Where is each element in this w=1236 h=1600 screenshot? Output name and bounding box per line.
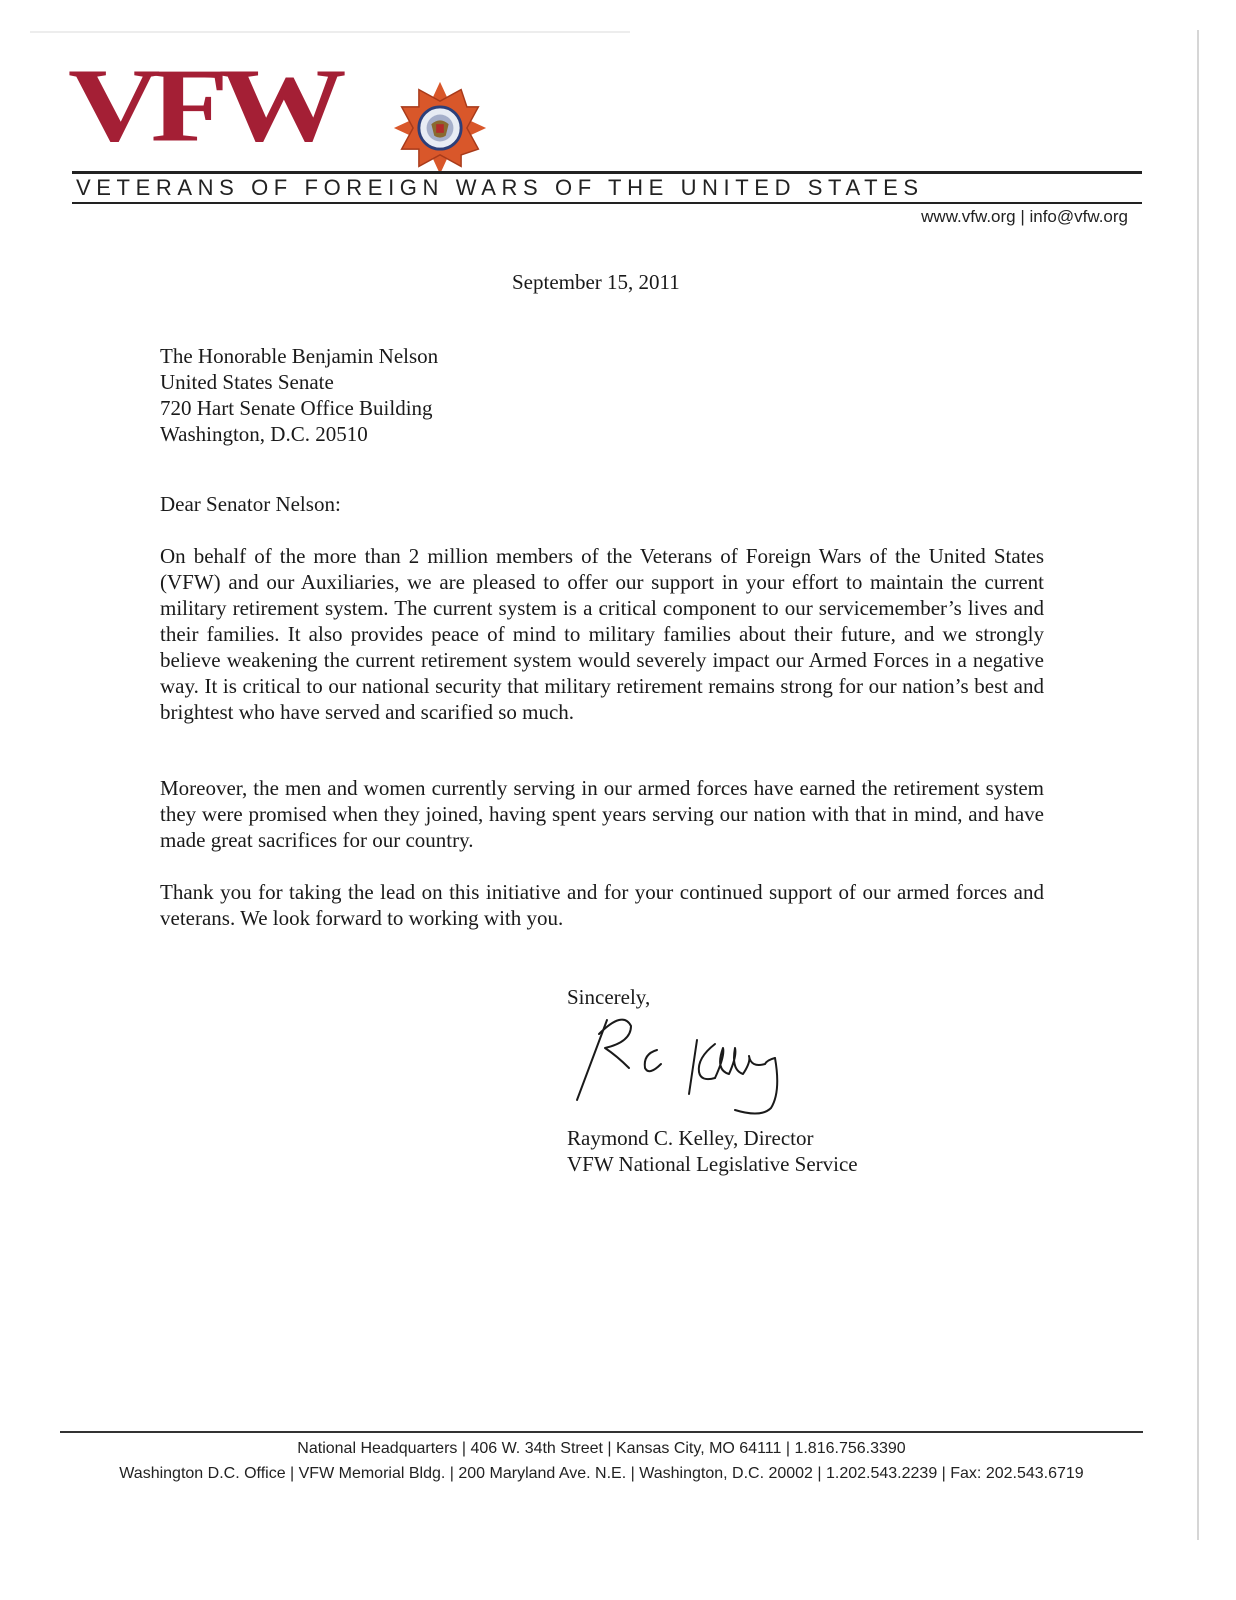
signer-name: Raymond C. Kelley, Director [567, 1126, 814, 1150]
vfw-logo-wordmark: VFW [68, 46, 337, 164]
scan-edge-mark [30, 31, 630, 33]
recipient-building: 720 Hart Senate Office Building [160, 396, 433, 420]
recipient-city: Washington, D.C. 20510 [160, 422, 368, 446]
vfw-cross-emblem-icon [392, 80, 488, 176]
body-paragraph-1: On behalf of the more than 2 million members of the Veterans of Foreign Wars of the United States (VFW) and our Auxiliaries, we are pleased to offer our support in your effort to maintain the current military retirement system. The current system is a critical component to our servicemember’s lives and their families. It also provides peace of mind to military families about their future, and we strongly believe weakening the current retirement system would severely impact our Armed Forces in a negative way. It is critical to our national security that military retirement remains strong for our nation’s best and brightest who have served and scarified so much. [160, 544, 1044, 724]
organization-name: VETERANS OF FOREIGN WARS OF THE UNITED STATES [76, 175, 924, 200]
signer-block [567, 1125, 858, 1177]
body-paragraph-3: Thank you for taking the lead on this initiative and for your continued support of our armed forces and veterans. We look forward to working with you. [160, 880, 1044, 930]
footer-rule [60, 1431, 1143, 1433]
footer-dc-office: Washington D.C. Office | VFW Memorial Bldg. | 200 Maryland Ave. N.E. | Washington, D.C. 20002 | 1.202.543.2239 | Fax: 202.543.6719 [119, 1465, 1084, 1482]
recipient-office: United States Senate [160, 370, 334, 394]
handwritten-signature [565, 1012, 805, 1124]
salutation: Dear Senator Nelson: [160, 492, 341, 516]
footer-addresses [60, 1436, 1143, 1486]
scan-edge-line [1197, 30, 1199, 1540]
letterhead-rule-top [72, 171, 1142, 174]
body-paragraph-2: Moreover, the men and women currently serving in our armed forces have earned the retirement system they were promised when they joined, having spent years serving our nation with that in mind, and have made great sacrifices for our country. [160, 776, 1044, 852]
recipient-name: The Honorable Benjamin Nelson [160, 344, 439, 368]
letterhead-rule-bottom [72, 202, 1142, 204]
footer-headquarters: National Headquarters | 406 W. 34th Street | Kansas City, MO 64111 | 1.816.756.3390 [297, 1440, 906, 1457]
signer-organization: VFW National Legislative Service [567, 1152, 858, 1176]
recipient-address [160, 343, 438, 447]
letter-date: September 15, 2011 [512, 270, 680, 294]
closing: Sincerely, [567, 985, 651, 1009]
contact-links: www.vfw.org | info@vfw.org [921, 207, 1128, 226]
